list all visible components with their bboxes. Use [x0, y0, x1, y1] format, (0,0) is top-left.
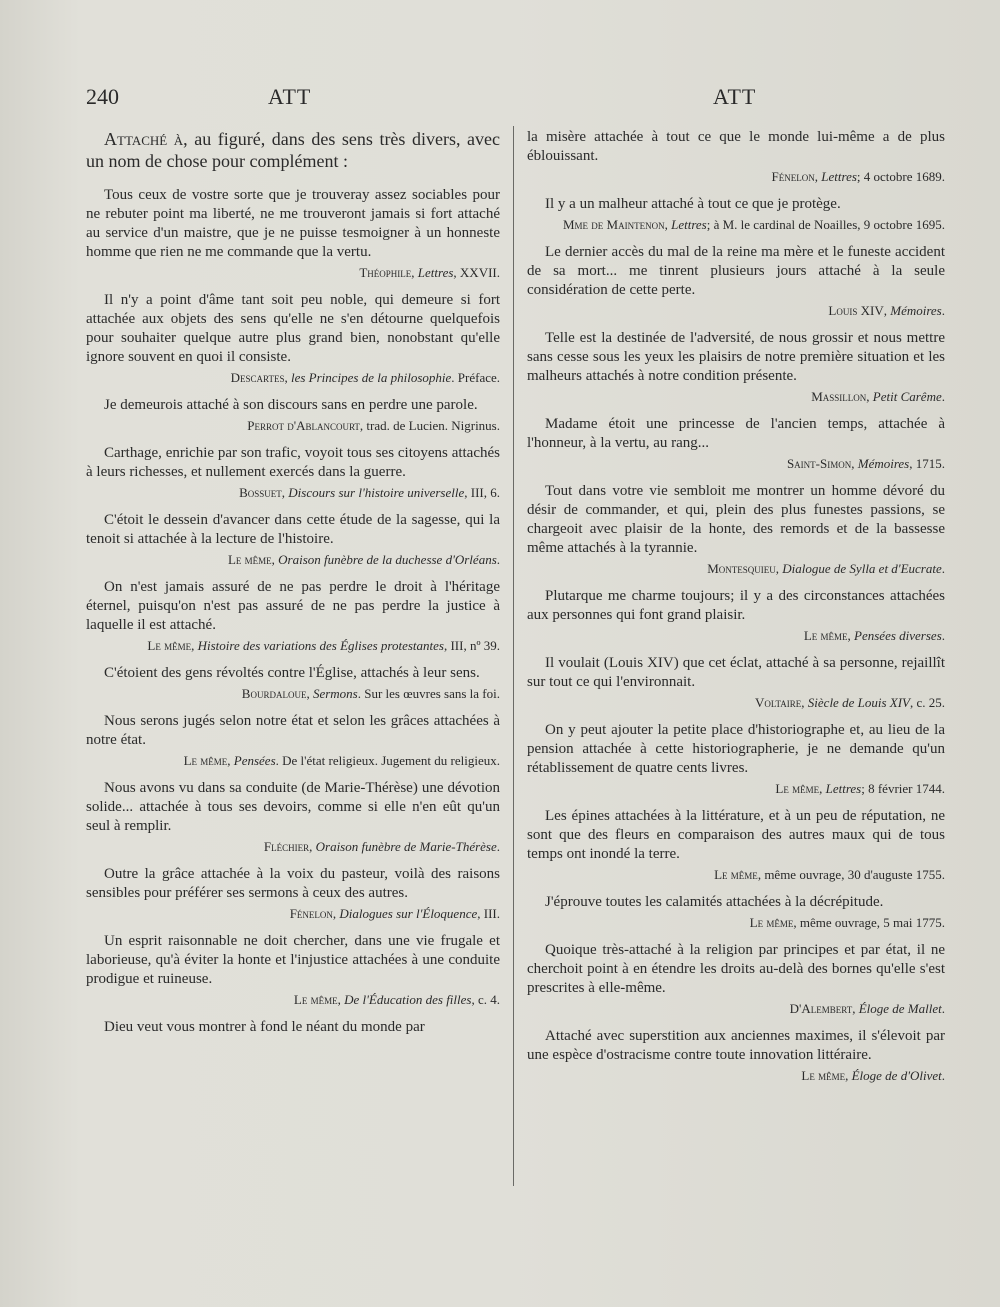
citation-author: Montesquieu: [707, 561, 776, 576]
citation-ref: , c. 4.: [471, 992, 500, 1007]
trailing-quote: Dieu veut vous montrer à fond le néant du monde par: [104, 1019, 425, 1035]
citation-ref: .: [941, 303, 945, 318]
citation-author: Bourdaloue: [241, 686, 307, 701]
citation-author: Le même: [801, 1068, 846, 1083]
citation-block: [527, 415, 945, 472]
quote-text: On y peut ajouter la petite place d'historiographe et, au lieu de la pension attachée à cette historiographerie, je ne demande qu'un rétablissement de quatre cents livres.: [527, 722, 945, 776]
quote-text: C'étoient des gens révoltés contre l'Église, attachés à leur sens.: [104, 665, 480, 681]
citation-title: Sermons: [312, 686, 358, 701]
citation-author: Le même: [227, 552, 272, 567]
citation-block: [86, 396, 500, 434]
citation-source: Saint-Simon, Mémoires, 1715.: [786, 456, 945, 471]
citation-author: Le même: [803, 628, 848, 643]
citation-title: Pensées diverses: [854, 628, 942, 643]
quote-text: Un esprit raisonnable ne doit chercher, dans une vie frugale et laborieuse, qu'à éviter la honte et l'injustice attachées à une conduite prodigue et ruineuse.: [86, 933, 500, 987]
citation-source: Louis XIV, Mémoires.: [828, 303, 945, 318]
citation-title: les Principes de la philosophie: [290, 370, 452, 385]
column-divider: [513, 126, 514, 1186]
citation-ref: , même ouvrage, 5 mai 1775.: [793, 915, 945, 930]
citation-source: Mme de Maintenon, Lettres; à M. le cardinal de Noailles, 9 octobre 1695.: [562, 217, 945, 232]
citation-ref: , III.: [477, 906, 500, 921]
citation-author: Bossuet: [239, 485, 282, 500]
citation-ref: .: [941, 561, 945, 576]
citation-author: Le même: [775, 781, 820, 796]
page-number: 240: [86, 84, 119, 109]
citation-block: [527, 893, 945, 931]
citation-source: Le même, Lettres; 8 février 1744.: [775, 781, 945, 796]
entry-lead: [86, 128, 500, 172]
citation-ref: , 1715.: [909, 456, 945, 471]
citation-block: [527, 195, 945, 233]
citation-ref: , III, nº 39.: [443, 638, 500, 653]
citation-ref: . Préface.: [451, 370, 500, 385]
citation-ref: .: [941, 1001, 945, 1016]
citation-author: Le même: [714, 867, 758, 882]
citation-block: [86, 664, 500, 702]
citation-block: [527, 482, 945, 577]
citation-ref: . Sur les œuvres sans la foi.: [357, 686, 500, 701]
citation-source: Montesquieu, Dialogue de Sylla et d'Eucrate.: [707, 561, 945, 576]
citation-block: [527, 1027, 945, 1084]
citation-block: [527, 587, 945, 644]
citation-title: Dialogues sur l'Éloquence: [339, 906, 478, 921]
citation-source: Le même, Pensées diverses.: [803, 628, 945, 643]
citation-block: [527, 721, 945, 797]
left-citations: [86, 186, 500, 1008]
quote-text: Nous serons jugés selon notre état et selon les grâces attachées à notre état.: [86, 713, 500, 748]
citation-ref: .: [496, 552, 500, 567]
citation-title: Dialogue de Sylla et d'Eucrate: [782, 561, 942, 576]
quote-text: Il y a un malheur attaché à tout ce que je protège.: [545, 196, 841, 212]
citation-title: Oraison funèbre de Marie-Thérèse: [315, 839, 497, 854]
citation-block: [86, 444, 500, 501]
citation-block: [86, 779, 500, 855]
lead-text: , au figuré, dans des sens très divers, avec un nom de chose pour complément :: [86, 129, 500, 171]
quote-text: Outre la grâce attachée à la voix du pasteur, voilà des raisons sensibles pour préférer ses sermons à ceux des autres.: [86, 866, 500, 901]
quote-text: Telle est la destinée de l'adversité, de nous grossir et nous mettre sans cesse sous les yeux les plaisirs de notre première situation et les malheurs attachés à notre condition présente.: [527, 330, 945, 384]
citation-source: Massillon, Petit Carême.: [811, 389, 945, 404]
citation-author: D'Alembert: [789, 1001, 853, 1016]
citation-source: Descartes, les Principes de la philosophie. Préface.: [230, 370, 500, 385]
citation-source: Le même, Histoire des variations des Églises protestantes, III, nº 39.: [147, 638, 500, 653]
citation-source: Bossuet, Discours sur l'histoire universelle, III, 6.: [239, 485, 500, 500]
citation-author: Fénelon: [289, 906, 333, 921]
citation-source: Fénelon, Dialogues sur l'Éloquence, III.: [289, 906, 500, 921]
citation-ref: , XXVII.: [453, 265, 500, 280]
quote-text: Tout dans votre vie sembloit me montrer un homme dévoré du désir de commander, et qui, plein des plus funestes passions, se chargeoit avec plaisir de la honte, des remords et de la bassesse même attachés à la tyrannie.: [527, 483, 945, 556]
quote-text: Carthage, enrichie par son trafic, voyoit tous ses citoyens attachés à leurs richesses, et nullement exercés dans la guerre.: [86, 445, 500, 480]
citation-ref: ; 8 février 1744.: [861, 781, 945, 796]
citation-ref: . De l'état religieux. Jugement du religieux.: [275, 753, 500, 768]
citation-source: [86, 417, 500, 434]
citation-title: Mémoires: [857, 456, 910, 471]
right-citations: [527, 195, 945, 1084]
citation-source: Fléchier, Oraison funèbre de Marie-Thérèse.: [263, 839, 500, 854]
citation-title: Lettres: [825, 781, 862, 796]
citation-source: Bourdaloue, Sermons. Sur les œuvres sans la foi.: [241, 686, 500, 701]
quote-text: Nous avons vu dans sa conduite (de Marie-Thérèse) une dévotion solide... attachée à tous ses devoirs, comme si elle n'en eût qu'un seul à remplir.: [86, 780, 500, 834]
citation-author: Fénelon: [771, 169, 815, 184]
quote-text: C'étoit le dessein d'avancer dans cette étude de la sagesse, qui la tenoit si attachée à la lecture de l'histoire.: [86, 512, 500, 547]
left-column: [86, 128, 500, 1037]
citation-author: Fléchier: [263, 839, 310, 854]
citation-title: Histoire des variations des Églises protestantes: [197, 638, 444, 653]
citation-title: Lettres: [417, 265, 454, 280]
citation-title: Pensées: [233, 753, 276, 768]
citation-author: Le même: [749, 915, 794, 930]
citation-author: Voltaire: [754, 695, 802, 710]
citation-source: [527, 914, 945, 931]
citation-author: Massillon: [811, 389, 867, 404]
citation-ref: , même ouvrage, 30 d'auguste 1755.: [757, 867, 945, 882]
citation-ref: .: [941, 628, 945, 643]
citation-title: Petit Carême: [872, 389, 942, 404]
citation-title: Lettres: [821, 169, 857, 184]
quote-text: Tous ceux de vostre sorte que je trouveray assez sociables pour ne rebuter point ma liberté, ne me trouveront jamais si fort attaché au service d'un maistre, que je ne puisse tesmoigner à un honneste homme que rien ne me commande que la vertu.: [86, 187, 500, 260]
citation-author: Le même: [147, 638, 192, 653]
citation-block: [86, 865, 500, 922]
quote-text: Madame étoit une princesse de l'ancien temps, attachée à l'honneur, à la vertu, au rang...: [527, 416, 945, 451]
running-header: [0, 84, 1000, 116]
citation-author: Descartes: [230, 370, 285, 385]
citation-block: [86, 291, 500, 386]
citation-ref: .: [941, 1068, 945, 1083]
citation-block: [527, 807, 945, 883]
citation-title: Discours sur l'histoire universelle: [288, 485, 465, 500]
citation-ref: .: [496, 839, 500, 854]
citation-author: Mme de Maintenon: [562, 217, 665, 232]
citation-title: Lettres: [671, 217, 707, 232]
citation-title: Oraison funèbre de la duchesse d'Orléans: [278, 552, 497, 567]
quote-text: Les épines attachées à la littérature, et à un peu de réputation, ne sont que des fleurs en comparaison des autres maux qui de tous temps ont inondé la terre.: [527, 808, 945, 862]
quote-text: On n'est jamais assuré de ne pas perdre le droit à l'héritage éternel, puisqu'on n'est pas assuré de ne pas perdre la justice à laquelle il est attaché.: [86, 579, 500, 633]
quote-text: Attaché avec superstition aux anciennes maximes, il s'élevoit par une espèce d'ostracisme contre toute innovation littéraire.: [527, 1028, 945, 1063]
citation-source: [527, 866, 945, 883]
quote-text: Le dernier accès du mal de la reine ma mère et le funeste accident de sa mort... me tinrent plusieurs jours attaché à la seule considération de cette perte.: [527, 244, 945, 298]
citation-ref: , trad. de Lucien. Nigrinus.: [359, 418, 500, 433]
continuation-source: Fénelon, Lettres; 4 octobre 1689.: [771, 169, 945, 184]
citation-title: Siècle de Louis XIV: [807, 695, 910, 710]
citation-author: Perrot d'Ablancourt: [247, 418, 360, 433]
citation-author: Théophile: [359, 265, 412, 280]
citation-ref: , III, 6.: [464, 485, 500, 500]
quote-text: Il voulait (Louis XIV) que cet éclat, attaché à sa personne, rejaillît sur tout ce qui l'environnait.: [527, 655, 945, 690]
citation-block: [527, 243, 945, 319]
left-running-title: ATT: [268, 84, 312, 109]
citation-ref: ; à M. le cardinal de Noailles, 9 octobre 1695.: [706, 217, 945, 232]
citation-title: Mémoires: [890, 303, 942, 318]
citation-source: D'Alembert, Éloge de Mallet.: [789, 1001, 945, 1016]
citation-author: Saint-Simon: [786, 456, 852, 471]
citation-author: Le même: [183, 753, 228, 768]
citation-source: Le même, De l'Éducation des filles, c. 4.: [293, 992, 500, 1007]
citation-ref: .: [941, 389, 945, 404]
right-column: [527, 128, 945, 1094]
citation-block: [86, 186, 500, 281]
citation-title: Éloge de Mallet: [858, 1001, 942, 1016]
right-running-title: ATT: [713, 84, 757, 109]
quote-text: Quoique très-attaché à la religion par principes et par état, il ne cherchoit point à en étendre les droits au-delà des bornes qu'elle s'est prescrites à elle-même.: [527, 942, 945, 996]
headword: Attaché à: [104, 129, 184, 149]
citation-ref: ; 4 octobre 1689.: [856, 169, 945, 184]
continuation-quote: la misère attachée à tout ce que le monde lui-même a de plus éblouissant.: [527, 129, 945, 164]
quote-text: Il n'y a point d'âme tant soit peu noble, qui demeure si fort attachée aux objets des sens qu'elle ne s'en détourne quelquefois pour souhaiter quelque autre plus grand bien, nonobstant qu'elle ignore souvent en quoi il consiste.: [86, 292, 500, 365]
citation-block: [86, 932, 500, 1008]
citation-source: Théophile, Lettres, XXVII.: [359, 265, 500, 280]
citation-block: [527, 654, 945, 711]
quote-text: Je demeurois attaché à son discours sans en perdre une parole.: [104, 397, 478, 413]
citation-block: [86, 578, 500, 654]
citation-block: [527, 941, 945, 1017]
citation-source: Le même, Éloge de d'Olivet.: [801, 1068, 945, 1083]
citation-source: Voltaire, Siècle de Louis XIV, c. 25.: [754, 695, 945, 710]
citation-ref: , c. 25.: [909, 695, 945, 710]
citation-source: Le même, Pensées. De l'état religieux. Jugement du religieux.: [183, 753, 500, 768]
citation-title: De l'Éducation des filles: [344, 992, 472, 1007]
citation-author: Le même: [293, 992, 338, 1007]
quote-text: J'éprouve toutes les calamités attachées à la décrépitude.: [545, 894, 884, 910]
citation-block: [86, 712, 500, 769]
quote-text: Plutarque me charme toujours; il y a des circonstances attachées aux personnes qui font grand plaisir.: [527, 588, 945, 623]
citation-source: Le même, Oraison funèbre de la duchesse d'Orléans.: [227, 552, 500, 567]
citation-author: Louis XIV: [828, 303, 884, 318]
citation-block: [527, 329, 945, 405]
citation-block: [86, 511, 500, 568]
citation-title: Éloge de d'Olivet: [851, 1068, 942, 1083]
